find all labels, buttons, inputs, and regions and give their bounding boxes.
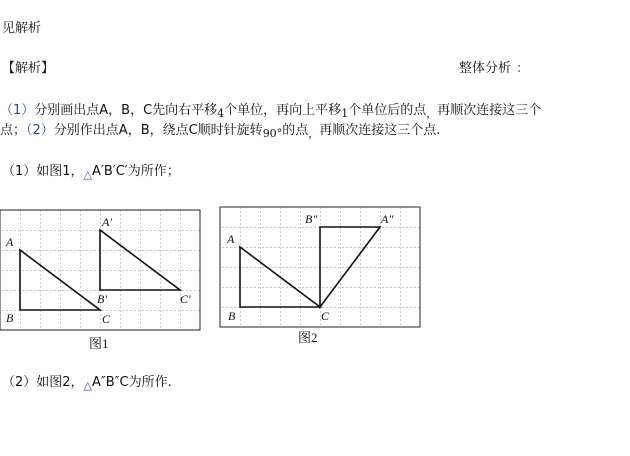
triangle-symbol-2: △ [83,379,93,392]
step-2-number: （2） [26,123,54,138]
label-c-2: C [321,309,330,323]
figure-1-caption: 图1 [89,336,109,351]
figure-2-caption: 图2 [298,330,318,345]
label-c: C [102,312,111,326]
answer-2: （2）如图2，$_\triangle$A″B″C为所作. [2,375,172,392]
plan-line-1: （1）分别画出点A，B，C先向右平移$_4$个单位，再向上平移$_1$个单位后的点$_,$再顺次连接这三个 [0,103,542,120]
translate-up-count: 1 [341,107,349,120]
overall-analysis-label: 整体分析 : [459,61,522,76]
triangle-symbol: △ [83,168,93,181]
step-1-number: （1） [0,103,35,118]
analysis-tag: 【解析】 [2,61,55,76]
label-a: A [6,235,14,249]
label-a-2: A [227,232,235,246]
label-a-double-prime: A″ [381,212,394,226]
label-b: B [6,311,14,325]
label-b-2: B [228,309,236,323]
label-b-double-prime: B″ [305,212,318,226]
page-title: 见解析 [2,21,42,36]
rotation-angle: 90° [262,127,283,140]
figure-2 [220,207,420,345]
label-c-prime: C′ [180,292,191,306]
figure-1 [0,210,200,351]
colon: : [517,61,522,76]
plan-line-2: 点；（2）分别作出点A，B，绕点C顺时针旋转$_{90^\circ}$的点$_,$再顺次连接这三个点. [0,123,441,140]
answer-1: （1）如图1，$_\triangle$A′B′C′为所作； [2,164,180,181]
label-b-prime: B′ [97,292,107,306]
translate-right-count: 4 [217,107,225,120]
label-a-prime: A′ [102,215,112,229]
